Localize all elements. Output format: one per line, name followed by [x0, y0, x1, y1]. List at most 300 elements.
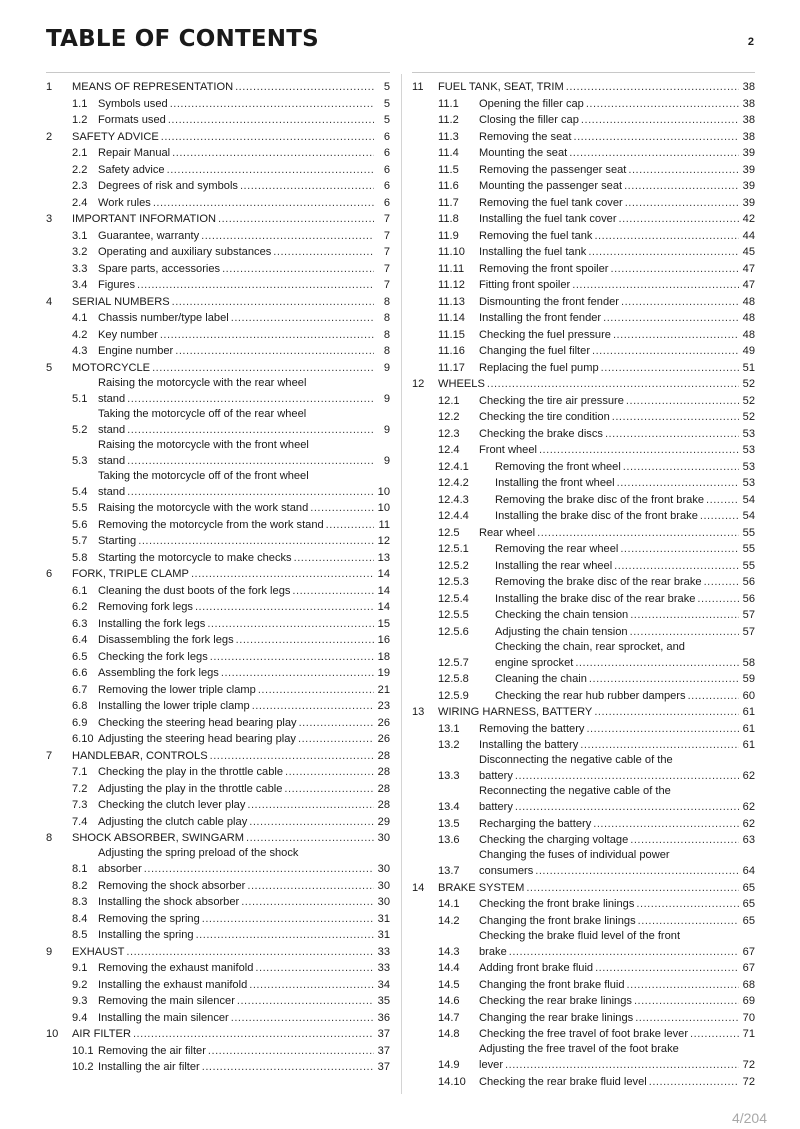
toc-section[interactable] — [412, 816, 755, 833]
dot-leader — [515, 799, 739, 816]
toc-section[interactable] — [46, 847, 390, 878]
toc-entry-title: Opening the filler cap — [479, 97, 584, 110]
toc-subsection[interactable] — [412, 607, 755, 624]
toc-entry-title: Removing the brake disc of the rear brake — [495, 576, 702, 588]
toc-entry-title: Installing the fork legs — [98, 617, 206, 630]
toc-section[interactable] — [46, 814, 390, 831]
toc-entry-page: 65 — [742, 914, 755, 927]
toc-section[interactable] — [412, 294, 755, 311]
toc-section[interactable] — [412, 261, 755, 278]
toc-entry-title: Checking the play in the throttle cable — [98, 766, 284, 778]
toc-entry-number: 2 — [46, 130, 53, 143]
toc-section[interactable] — [412, 525, 755, 542]
toc-section[interactable] — [46, 500, 390, 517]
toc-section[interactable] — [412, 211, 755, 228]
toc-section[interactable] — [46, 682, 390, 699]
toc-section[interactable] — [46, 438, 390, 469]
toc-entry-title: Checking the brake fluid level of the front — [479, 929, 681, 942]
dot-leader — [620, 541, 739, 558]
toc-section[interactable] — [46, 649, 390, 666]
toc-entry-number: 11 — [412, 81, 424, 93]
toc-section[interactable] — [412, 721, 755, 738]
toc-entry-page: 8 — [383, 345, 390, 357]
dot-leader — [172, 294, 374, 311]
toc-entry-number: 12.4 — [438, 444, 460, 456]
dot-leader — [688, 688, 739, 705]
toc-entry-page: 52 — [742, 394, 755, 407]
toc-entry-title: WHEELS — [438, 378, 485, 390]
toc-entry-title: Removing the motorcycle from the work stand — [98, 518, 324, 531]
toc-entry-number: 3.1 — [72, 229, 88, 242]
toc-entry-page: 6 — [383, 130, 390, 143]
toc-entry-page: 55 — [742, 559, 755, 572]
toc-section[interactable] — [412, 96, 755, 113]
toc-entry-title: Disassembling the fork legs — [98, 634, 234, 646]
dot-leader — [249, 977, 374, 994]
toc-entry-title: Checking the rear hub rubber dampers — [495, 689, 686, 702]
toc-section[interactable] — [46, 764, 390, 781]
dot-leader — [127, 484, 374, 501]
toc-entry-page: 37 — [377, 1028, 390, 1040]
toc-entry-page: 26 — [377, 716, 390, 729]
toc-entry-number: 9.1 — [72, 962, 88, 974]
toc-entry-number: 14 — [412, 881, 425, 894]
toc-entry-page: 72 — [742, 1075, 755, 1088]
toc-entry-number: 7.4 — [72, 815, 88, 828]
toc-section[interactable] — [46, 911, 390, 928]
toc-section[interactable] — [46, 261, 390, 278]
toc-entry-page: 59 — [742, 673, 755, 685]
toc-entry-title: Cleaning the dust boots of the fork legs — [98, 584, 291, 597]
toc-entry-page: 30 — [377, 863, 390, 875]
dot-leader — [572, 277, 739, 294]
dot-leader — [581, 112, 739, 129]
toc-entry-page: 8 — [383, 312, 390, 324]
page-title: TABLE OF CONTENTS — [46, 26, 319, 52]
toc-entry-number: 3 — [46, 213, 53, 225]
dot-leader — [161, 129, 374, 146]
toc-entry-page: 21 — [377, 683, 390, 696]
toc-section[interactable] — [412, 162, 755, 179]
toc-section[interactable] — [46, 1010, 390, 1027]
toc-section[interactable] — [46, 781, 390, 798]
dot-leader — [208, 1043, 374, 1060]
toc-section[interactable] — [412, 228, 755, 245]
toc-chapter[interactable] — [46, 360, 390, 377]
toc-section[interactable] — [46, 533, 390, 550]
toc-section[interactable] — [412, 393, 755, 410]
toc-section[interactable] — [412, 1026, 755, 1043]
toc-entry-number: 7.3 — [72, 799, 88, 811]
dot-leader — [574, 129, 740, 146]
toc-section[interactable] — [412, 737, 755, 754]
toc-entry-page: 10 — [377, 502, 390, 514]
toc-entry-title-continued: engine sprocket — [495, 656, 574, 669]
toc-section[interactable] — [46, 1059, 390, 1076]
toc-entry-number: 8.5 — [72, 929, 88, 941]
toc-entry-number: 8.1 — [72, 863, 88, 875]
toc-entry-page: 7 — [383, 246, 390, 258]
toc-subsection[interactable] — [412, 640, 755, 671]
toc-entry-title: Guarantee, warranty — [98, 229, 200, 242]
toc-section[interactable] — [412, 145, 755, 162]
toc-entry-number: 5.1 — [72, 392, 88, 405]
toc-subsection[interactable] — [412, 459, 755, 476]
toc-entry-title: AIR FILTER — [72, 1028, 131, 1040]
dot-leader — [586, 96, 739, 113]
toc-subsection[interactable] — [412, 492, 755, 509]
toc-section[interactable] — [46, 977, 390, 994]
dot-leader — [595, 960, 739, 977]
toc-subsection[interactable] — [412, 591, 755, 608]
dot-leader — [221, 665, 374, 682]
dot-leader — [601, 360, 739, 377]
toc-section[interactable] — [46, 112, 390, 129]
toc-section[interactable] — [412, 442, 755, 459]
toc-entry-title-continued: stand — [98, 392, 126, 405]
toc-chapter[interactable] — [46, 1026, 390, 1043]
toc-chapter[interactable] — [46, 830, 390, 847]
toc-section[interactable] — [412, 785, 755, 816]
toc-entry-number: 4 — [46, 295, 53, 308]
toc-entry-page: 14 — [377, 568, 390, 580]
toc-section[interactable] — [46, 665, 390, 682]
toc-section[interactable] — [412, 195, 755, 212]
toc-entry-number: 11.8 — [438, 213, 459, 225]
toc-entry-title: Taking the motorcycle off of the front wheel — [98, 469, 309, 482]
toc-subsection[interactable] — [412, 671, 755, 688]
toc-chapter[interactable] — [46, 748, 390, 765]
dot-leader — [196, 927, 374, 944]
toc-entry-page: 29 — [377, 815, 390, 828]
toc-entry-number: 6.10 — [72, 733, 94, 745]
toc-entry-title: Adjusting the steering head bearing play — [98, 733, 296, 745]
toc-section[interactable] — [412, 343, 755, 360]
toc-entry-title: Starting the motorcycle to make checks — [98, 551, 292, 564]
toc-entry-title: SERIAL NUMBERS — [72, 295, 170, 308]
toc-entry-number: 11.17 — [438, 361, 465, 374]
toc-section[interactable] — [46, 195, 390, 212]
toc-subsection[interactable] — [412, 624, 755, 641]
toc-section[interactable] — [46, 894, 390, 911]
toc-entry-title: Fitting front spoiler — [479, 279, 571, 291]
toc-entry-number: 14.5 — [438, 978, 460, 991]
toc-entry-title: Changing the rear brake linings — [479, 1011, 634, 1024]
dot-leader — [636, 896, 739, 913]
toc-entry-number: 11.7 — [438, 196, 459, 209]
toc-entry-number: 11.15 — [438, 328, 465, 341]
toc-entry-title: Raising the motorcycle with the front wheel — [98, 438, 309, 451]
toc-section[interactable] — [46, 878, 390, 895]
dot-leader — [236, 632, 374, 649]
toc-entry-number: 11.13 — [438, 295, 465, 308]
toc-entry-title-continued: brake — [479, 945, 507, 958]
toc-entry-page: 6 — [383, 180, 390, 192]
toc-entry-page: 7 — [383, 213, 390, 225]
toc-entry-title: Installing the front fender — [479, 312, 602, 324]
toc-section[interactable] — [412, 178, 755, 195]
dot-leader — [247, 797, 374, 814]
toc-section[interactable] — [46, 698, 390, 715]
toc-entry-number: 9.2 — [72, 978, 88, 991]
toc-section[interactable] — [46, 599, 390, 616]
toc-entry-title: HANDLEBAR, CONTROLS — [72, 749, 208, 762]
toc-chapter[interactable] — [412, 704, 755, 721]
toc-entry-page: 26 — [377, 733, 390, 745]
toc-entry-page: 35 — [377, 995, 390, 1007]
toc-entry-page: 5 — [383, 81, 390, 93]
dot-leader — [617, 475, 739, 492]
toc-entry-number: 11.2 — [438, 114, 459, 126]
toc-entry-title: Installing the lower triple clamp — [98, 700, 250, 712]
toc-entry-page: 61 — [742, 722, 755, 735]
toc-entry-page: 48 — [742, 295, 755, 308]
toc-entry-number: 13.4 — [438, 801, 460, 813]
dot-leader — [592, 343, 739, 360]
toc-entry-title: Dismounting the front fender — [479, 295, 619, 308]
dot-leader — [593, 816, 739, 833]
toc-entry-number: 5.2 — [72, 423, 88, 436]
toc-entry-page: 52 — [742, 378, 755, 390]
toc-entry-title: Checking the free travel of foot brake lever — [479, 1028, 689, 1040]
toc-entry-title: Checking the fuel pressure — [479, 328, 611, 341]
toc-entry-number: 5.8 — [72, 551, 88, 564]
toc-subsection[interactable] — [412, 508, 755, 525]
toc-entry-number: 11.5 — [438, 163, 459, 176]
toc-entry-number: 6.8 — [72, 700, 88, 712]
toc-entry-number: 11.3 — [438, 130, 459, 143]
toc-section[interactable] — [412, 277, 755, 294]
toc-entry-number: 5.3 — [72, 454, 88, 467]
toc-chapter[interactable] — [46, 294, 390, 311]
toc-section[interactable] — [412, 1074, 755, 1091]
toc-section[interactable] — [412, 977, 755, 994]
toc-entry-page: 23 — [377, 700, 390, 712]
toc-section[interactable] — [46, 616, 390, 633]
toc-entry-title: Removing the lower triple clamp — [98, 683, 256, 696]
toc-section[interactable] — [412, 129, 755, 146]
toc-section[interactable] — [412, 849, 755, 880]
toc-section[interactable] — [46, 715, 390, 732]
dot-leader — [706, 492, 739, 509]
toc-entry-page: 49 — [742, 345, 755, 357]
toc-entry-page: 53 — [742, 477, 755, 489]
toc-chapter[interactable] — [46, 211, 390, 228]
toc-entry-title: Raising the motorcycle with the work stand — [98, 502, 309, 514]
toc-chapter[interactable] — [412, 79, 755, 96]
dot-leader — [619, 211, 739, 228]
toc-entry-number: 12.3 — [438, 427, 460, 440]
toc-section[interactable] — [46, 96, 390, 113]
toc-section[interactable] — [46, 993, 390, 1010]
dot-leader — [231, 1010, 374, 1027]
toc-entry-title: Removing the spring — [98, 912, 200, 925]
toc-entry-number: 12.2 — [438, 411, 460, 423]
toc-entry-title: Checking the tire air pressure — [479, 394, 624, 407]
toc-section[interactable] — [46, 583, 390, 600]
toc-entry-page: 53 — [742, 460, 755, 473]
toc-entry-page: 7 — [383, 279, 390, 291]
toc-section[interactable] — [412, 1010, 755, 1027]
toc-entry-page: 51 — [742, 361, 755, 374]
toc-entry-page: 38 — [742, 81, 755, 93]
toc-chapter[interactable] — [46, 566, 390, 583]
toc-section[interactable] — [46, 407, 390, 438]
toc-section[interactable] — [412, 112, 755, 129]
toc-chapter[interactable] — [46, 129, 390, 146]
toc-entry-number: 5.4 — [72, 485, 88, 498]
toc-section[interactable] — [46, 145, 390, 162]
toc-section[interactable] — [412, 409, 755, 426]
dot-leader — [310, 500, 374, 517]
toc-section[interactable] — [46, 343, 390, 360]
toc-chapter[interactable] — [46, 79, 390, 96]
toc-entry-number: 13.6 — [438, 834, 460, 846]
dot-leader — [191, 566, 374, 583]
toc-section[interactable] — [412, 754, 755, 785]
toc-section[interactable] — [412, 993, 755, 1010]
toc-section[interactable] — [46, 228, 390, 245]
toc-section[interactable] — [46, 797, 390, 814]
toc-entry-title-continued: absorber — [98, 863, 142, 875]
toc-entry-number: 4.1 — [72, 312, 88, 324]
toc-entry-title: Key number — [98, 328, 158, 341]
toc-section[interactable] — [46, 1043, 390, 1060]
page-number: 2 — [747, 36, 754, 48]
toc-entry-title: Changing the front brake fluid — [479, 978, 625, 991]
dot-leader — [218, 211, 374, 228]
toc-entry-page: 6 — [383, 196, 390, 209]
toc-section[interactable] — [412, 896, 755, 913]
toc-entry-number: 9.4 — [72, 1011, 88, 1024]
toc-entry-number: 1.1 — [72, 97, 88, 110]
toc-entry-page: 56 — [742, 576, 755, 588]
toc-entry-page: 28 — [377, 782, 390, 795]
toc-entry-page: 69 — [742, 995, 755, 1007]
toc-entry-title: Installing the main silencer — [98, 1011, 229, 1024]
toc-left-column — [46, 79, 390, 1076]
toc-section[interactable] — [412, 913, 755, 930]
toc-entry-title: Installing the brake disc of the rear brake — [495, 592, 696, 605]
toc-section[interactable] — [46, 731, 390, 748]
toc-entry-number: 2.4 — [72, 196, 88, 209]
toc-entry-title: SAFETY ADVICE — [72, 130, 159, 143]
toc-section[interactable] — [412, 1043, 755, 1074]
dot-leader — [569, 145, 739, 162]
dot-leader — [299, 715, 374, 732]
toc-section[interactable] — [46, 178, 390, 195]
toc-entry-page: 68 — [742, 978, 755, 991]
toc-right-column — [412, 79, 755, 1090]
toc-subsection[interactable] — [412, 574, 755, 591]
toc-entry-page: 13 — [377, 551, 390, 564]
toc-entry-title: Replacing the fuel pump — [479, 361, 599, 374]
left-header-rule — [46, 72, 390, 73]
toc-subsection[interactable] — [412, 541, 755, 558]
dot-leader — [586, 721, 739, 738]
toc-entry-page: 9 — [383, 454, 390, 467]
toc-section[interactable] — [46, 517, 390, 534]
dot-leader — [241, 894, 374, 911]
toc-section[interactable] — [412, 244, 755, 261]
toc-section[interactable] — [412, 310, 755, 327]
toc-entry-number: 12.5 — [438, 526, 460, 539]
toc-entry-page: 62 — [742, 770, 755, 782]
toc-entry-page: 19 — [377, 667, 390, 679]
toc-entry-number: 4.2 — [72, 328, 88, 341]
toc-chapter[interactable] — [412, 880, 755, 897]
toc-section[interactable] — [46, 277, 390, 294]
toc-entry-page: 52 — [742, 411, 755, 423]
toc-section[interactable] — [412, 327, 755, 344]
toc-section[interactable] — [412, 832, 755, 849]
toc-entry-page: 10 — [377, 485, 390, 498]
dot-leader — [249, 814, 374, 831]
toc-entry-page: 37 — [377, 1044, 390, 1057]
toc-chapter[interactable] — [412, 376, 755, 393]
toc-entry-number: 11.1 — [438, 97, 459, 110]
right-header-rule — [412, 72, 755, 73]
toc-section[interactable] — [412, 426, 755, 443]
dot-leader — [175, 343, 374, 360]
toc-section[interactable] — [46, 310, 390, 327]
toc-entry-number: 5.5 — [72, 502, 88, 514]
toc-section[interactable] — [46, 376, 390, 407]
toc-entry-title: Installing the fuel tank — [479, 246, 587, 258]
toc-section[interactable] — [46, 244, 390, 261]
dot-leader — [612, 409, 739, 426]
toc-subsection[interactable] — [412, 475, 755, 492]
toc-entry-page: 15 — [377, 617, 390, 630]
toc-subsection[interactable] — [412, 688, 755, 705]
toc-entry-title: Repair Manual — [98, 147, 171, 159]
toc-entry-number: 12.5.7 — [438, 656, 469, 669]
toc-section[interactable] — [46, 927, 390, 944]
dot-leader — [298, 731, 374, 748]
toc-entry-title: Installing the battery — [479, 739, 579, 751]
toc-section[interactable] — [412, 960, 755, 977]
toc-entry-number: 7.1 — [72, 766, 88, 778]
toc-entry-page: 54 — [742, 493, 755, 506]
toc-entry-number: 6 — [46, 568, 53, 580]
toc-entry-title: Installing the rear wheel — [495, 559, 613, 572]
toc-section[interactable] — [46, 960, 390, 977]
toc-section[interactable] — [46, 550, 390, 567]
toc-chapter[interactable] — [46, 944, 390, 961]
toc-entry-page: 9 — [383, 361, 390, 374]
toc-entry-title-continued: consumers — [479, 865, 534, 877]
toc-entry-number: 13.3 — [438, 770, 460, 782]
dot-leader — [144, 861, 374, 878]
dot-leader — [704, 574, 739, 591]
toc-section[interactable] — [46, 327, 390, 344]
toc-section[interactable] — [412, 360, 755, 377]
toc-entry-title-continued: stand — [98, 485, 126, 498]
toc-section[interactable] — [46, 469, 390, 500]
toc-entry-page: 28 — [377, 749, 390, 762]
toc-entry-page: 54 — [742, 510, 755, 522]
toc-entry-title: Removing the battery — [479, 722, 585, 735]
toc-entry-number: 14.8 — [438, 1028, 460, 1040]
toc-subsection[interactable] — [412, 558, 755, 575]
toc-entry-number: 3.4 — [72, 279, 88, 291]
toc-section[interactable] — [412, 929, 755, 960]
toc-entry-number: 14.6 — [438, 995, 460, 1007]
toc-section[interactable] — [46, 162, 390, 179]
toc-section[interactable] — [46, 632, 390, 649]
toc-entry-title: Front wheel — [479, 444, 537, 456]
toc-entry-number: 13.2 — [438, 739, 460, 751]
